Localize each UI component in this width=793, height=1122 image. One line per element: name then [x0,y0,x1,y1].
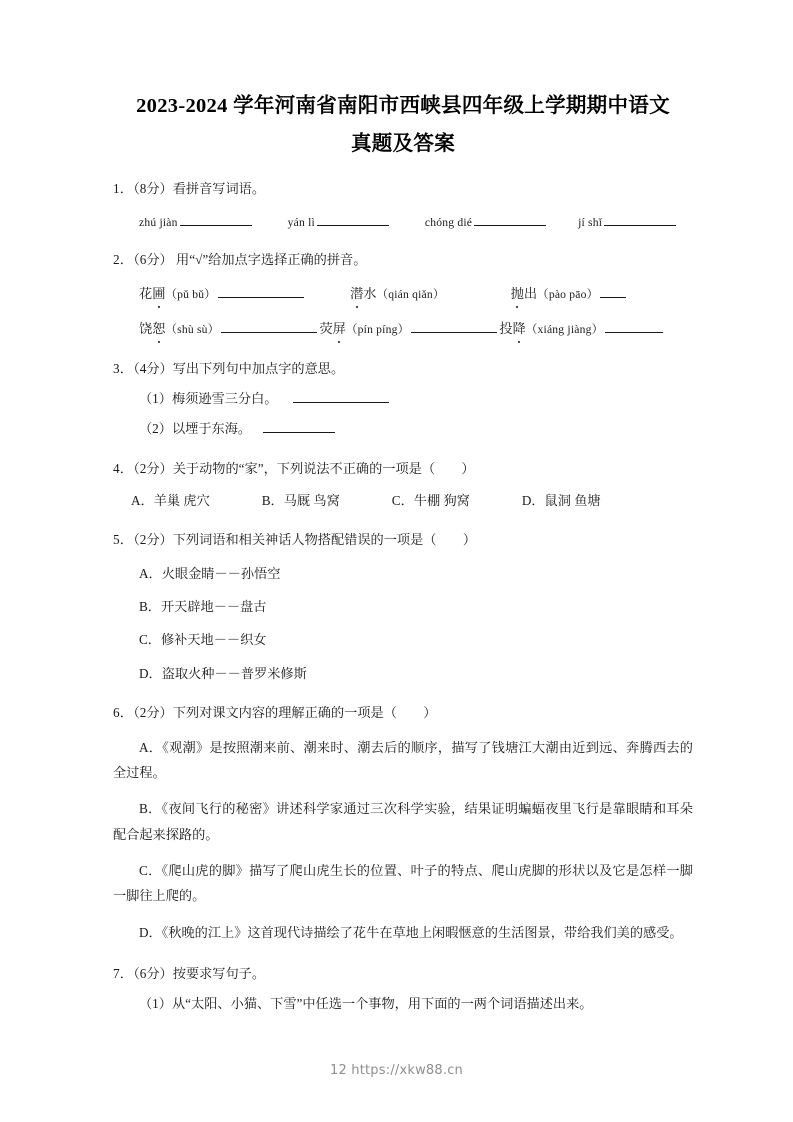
pinyin-item-1: zhú jiàn [139,216,178,230]
question-7-score: （6分） [133,965,173,981]
q2-blank-4[interactable] [221,320,317,334]
pinyin-item-4: jí shǐ [578,216,603,230]
q2-word-5b: 屏 [333,318,346,339]
question-3-sub-1-text: （1）梅须逊雪三分白。 [139,391,278,407]
question-4-score: （2分） [133,460,173,476]
answer-blank-1[interactable] [180,213,252,226]
question-2 [113,249,693,340]
q2-pinyin-6: （xiáng jiàng） [525,323,604,337]
q2-blank-3[interactable] [600,285,626,299]
footer-watermark: 12 https://xkw88.cn [330,1063,463,1078]
question-3-stem [113,358,693,379]
question-6-stem [113,702,693,723]
question-5-option-a[interactable]: A．火眼金睛－－孙悟空 [139,565,281,581]
question-2-score: （6分） [133,252,173,267]
question-3-sub-2-text: （2）以堙于东海。 [139,421,252,437]
q2-pinyin-4: （shù sù） [165,323,220,337]
q2-word-4a: 饶 [139,321,153,337]
q3-blank-2[interactable] [263,420,335,434]
question-7-text: 按要求写句子。 [172,965,266,981]
question-6-option-d[interactable]: D．《秋晚的江上》这首现代诗描绘了花牛在草地上闲暇惬意的生活图景，带给我们美的感受。 [139,924,683,940]
question-7-stem [113,963,693,984]
question-2-number: 2． [113,252,134,267]
q2-word-1b: 圃 [152,283,165,304]
question-2-text: 用“√”给加点字选择正确的拼音。 [176,252,367,267]
question-5-score: （2分） [133,532,173,548]
q2-blank-6[interactable] [605,320,663,334]
question-3-number: 3． [113,360,134,376]
question-7-number: 7． [113,965,134,981]
question-1 [113,178,693,233]
question-3-sub-1 [113,388,693,409]
option-b[interactable]: B．马厩 鸟窝 [261,492,340,508]
question-5-number: 5． [113,532,134,548]
q2-pinyin-2: （qián qiǎn） [376,288,445,302]
option-d[interactable]: D．鼠洞 鱼塘 [521,492,601,508]
question-3 [113,358,693,440]
question-5-option-b[interactable]: B．开天辟地－－盘古 [139,599,267,615]
answer-blank-4[interactable] [604,213,676,226]
q2-word-2a: 潜 [350,283,363,304]
pinyin-item-3: chóng dié [424,216,473,230]
q2-pinyin-1: （pǔ bǔ） [165,288,217,302]
q2-word-4b: 恕 [152,318,165,339]
title-line-2: 真题及答案 [351,132,455,155]
question-6-number: 6． [113,705,134,721]
question-5-stem [113,529,693,550]
question-6-text: 下列对课文内容的理解正确的一项是（ ） [172,705,437,721]
question-6-score: （2分） [133,705,173,721]
question-2-stem [113,249,693,270]
question-4-options [113,490,693,511]
question-1-text: 看拼音写词语。 [172,180,266,196]
q2-word-2b: 水 [363,286,377,302]
question-1-score: （8分） [133,180,173,196]
question-4-number: 4． [113,460,134,476]
question-3-sub-2 [113,418,693,439]
question-6-option-c[interactable]: C．《爬山虎的脚》描写了爬山虎生长的位置、叶子的特点、爬山虎脚的形状以及它是怎样一脚一脚往上爬的。 [113,862,693,904]
question-5-option-d[interactable]: D．盗取火种－－普罗米修斯 [139,665,307,681]
q2-word-3b: 出 [523,286,538,302]
pinyin-item-2: yán lì [287,216,315,230]
q2-blank-1[interactable] [218,285,304,299]
question-7 [113,963,693,1015]
q2-word-3a: 抛 [511,283,524,304]
q2-pinyin-5: （pín píng） [345,323,410,337]
question-1-pinyin-row [113,212,693,233]
title-line-1: 2023-2024 学年河南省南阳市西峡县四年级上学期期中语文 [136,95,670,117]
question-2-row-2 [113,318,693,340]
question-3-score: （4分） [133,360,173,376]
question-6-option-a[interactable]: A．《观潮》是按照潮来前、潮来时、潮去后的顺序，描写了钱塘江大潮由近到远、奔腾西去的全过程。 [113,739,693,780]
answer-blank-3[interactable] [474,213,546,226]
question-3-text: 写出下列句中加点字的意思。 [172,360,345,376]
question-5-option-c[interactable]: C．修补天地－－织女 [139,632,267,648]
option-c[interactable]: C．牛棚 狗窝 [391,492,470,508]
question-4-stem [113,458,693,479]
question-1-stem [113,178,693,199]
question-6 [113,702,693,945]
page-title [113,88,693,164]
question-5 [113,529,693,684]
q2-blank-5[interactable] [411,320,497,334]
option-a[interactable]: A．羊巢 虎穴 [131,492,210,508]
question-4 [113,458,693,512]
q2-word-5a: 荧 [319,321,333,337]
q2-pinyin-3: （pào pāo） [537,288,599,302]
question-7-sub-1: （1）从“太阳、小猫、下雪”中任选一个事物，用下面的一两个词语描述出来。 [139,996,593,1012]
question-4-text: 关于动物的“家”，下列说法不正确的一项是（ ） [172,460,475,476]
answer-blank-2[interactable] [317,213,389,226]
question-1-number: 1． [113,180,134,196]
q3-blank-1[interactable] [293,390,389,404]
question-6-option-b[interactable]: B．《夜间飞行的秘密》讲述科学家通过三次科学实验，结果证明蝙蝠夜里飞行是靠眼睛和耳朵配合起来探路的。 [113,801,693,842]
q2-word-6b: 降 [513,318,526,339]
q2-word-6a: 投 [499,321,513,337]
q2-word-1a: 花 [139,286,153,302]
question-5-text: 下列词语和相关神话人物搭配错误的一项是（ ） [172,532,477,548]
question-2-row-1 [113,283,693,305]
